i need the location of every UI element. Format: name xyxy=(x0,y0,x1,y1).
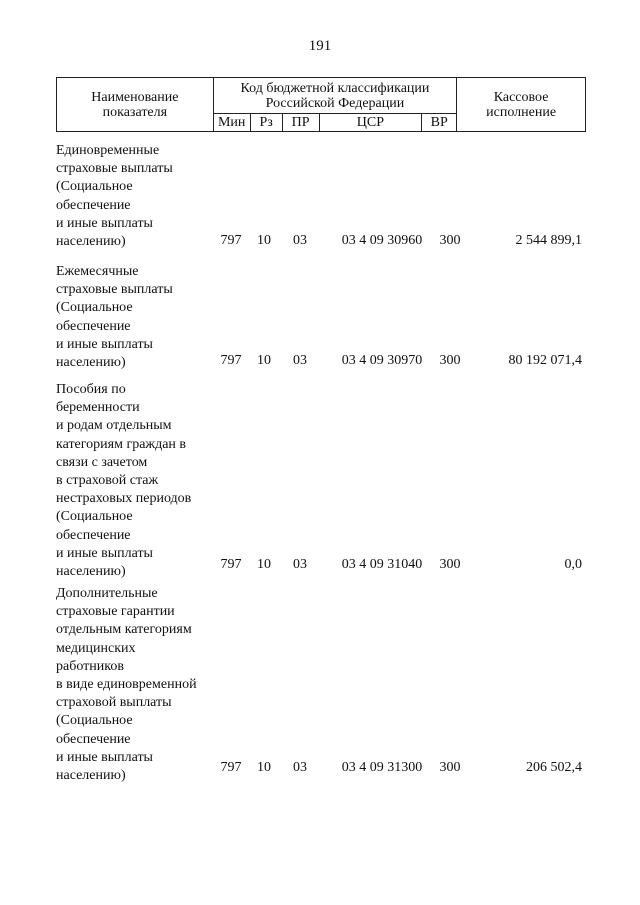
row-min: 797 xyxy=(220,760,242,775)
header-pr: ПР xyxy=(282,114,319,132)
row-rz: 10 xyxy=(257,760,271,775)
row-min: 797 xyxy=(220,233,242,248)
row-amount: 2 544 899,1 xyxy=(515,233,582,248)
row-pr: 03 xyxy=(293,557,307,572)
row-csr: 03 4 09 31300 xyxy=(341,760,423,775)
table-header xyxy=(56,77,586,132)
row-name: Дополнительные страховые гарантии отдельным категориям медицинских работников в виде единовременной страховой выплаты (Социальное обеспечение и иные выплаты населению) xyxy=(56,586,197,784)
row-csr: 03 4 09 30970 xyxy=(341,353,423,368)
row-vr: 300 xyxy=(439,233,461,248)
row-vr: 300 xyxy=(439,760,461,775)
header-rz: Рз xyxy=(250,114,282,132)
row-rz: 10 xyxy=(257,353,271,368)
table-row xyxy=(56,142,586,250)
header-amount-column xyxy=(457,78,586,132)
row-csr: 03 4 09 30960 xyxy=(341,233,423,248)
row-pr: 03 xyxy=(293,760,307,775)
table-row xyxy=(56,381,586,580)
header-name-label: Наименование показателя xyxy=(91,89,179,120)
header-csr: ЦСР xyxy=(319,114,422,132)
table-row xyxy=(56,585,586,784)
row-min: 797 xyxy=(220,353,242,368)
row-pr: 03 xyxy=(293,233,307,248)
header-amount-label: Кассовое исполнение xyxy=(486,89,557,120)
row-vr: 300 xyxy=(439,353,461,368)
row-csr: 03 4 09 31040 xyxy=(341,557,423,572)
row-amount: 80 192 071,4 xyxy=(508,353,582,368)
header-code-label: Код бюджетной классификации Российской Федерации xyxy=(240,80,430,111)
row-pr: 03 xyxy=(293,353,307,368)
row-min: 797 xyxy=(220,557,242,572)
row-name: Единовременные страховые выплаты (Социальное обеспечение и иные выплаты населению) xyxy=(56,143,173,250)
header-vr: ВР xyxy=(422,114,457,132)
row-name: Пособия по беременности и родам отдельным категориям граждан в связи с зачетом в страховой стаж нестраховых периодов (Социальное обеспечение и иные выплаты населению) xyxy=(56,382,192,580)
row-rz: 10 xyxy=(257,557,271,572)
row-vr: 300 xyxy=(439,557,461,572)
header-min: Мин xyxy=(213,114,250,132)
header-code-group xyxy=(213,78,456,114)
row-rz: 10 xyxy=(257,233,271,248)
row-amount: 0,0 xyxy=(564,557,582,572)
row-name: Ежемесячные страховые выплаты (Социальное обеспечение и иные выплаты населению) xyxy=(56,264,173,371)
row-amount: 206 502,4 xyxy=(526,760,582,775)
table-row xyxy=(56,263,586,370)
page-number: 191 xyxy=(308,38,332,54)
header-name-column xyxy=(57,78,214,132)
